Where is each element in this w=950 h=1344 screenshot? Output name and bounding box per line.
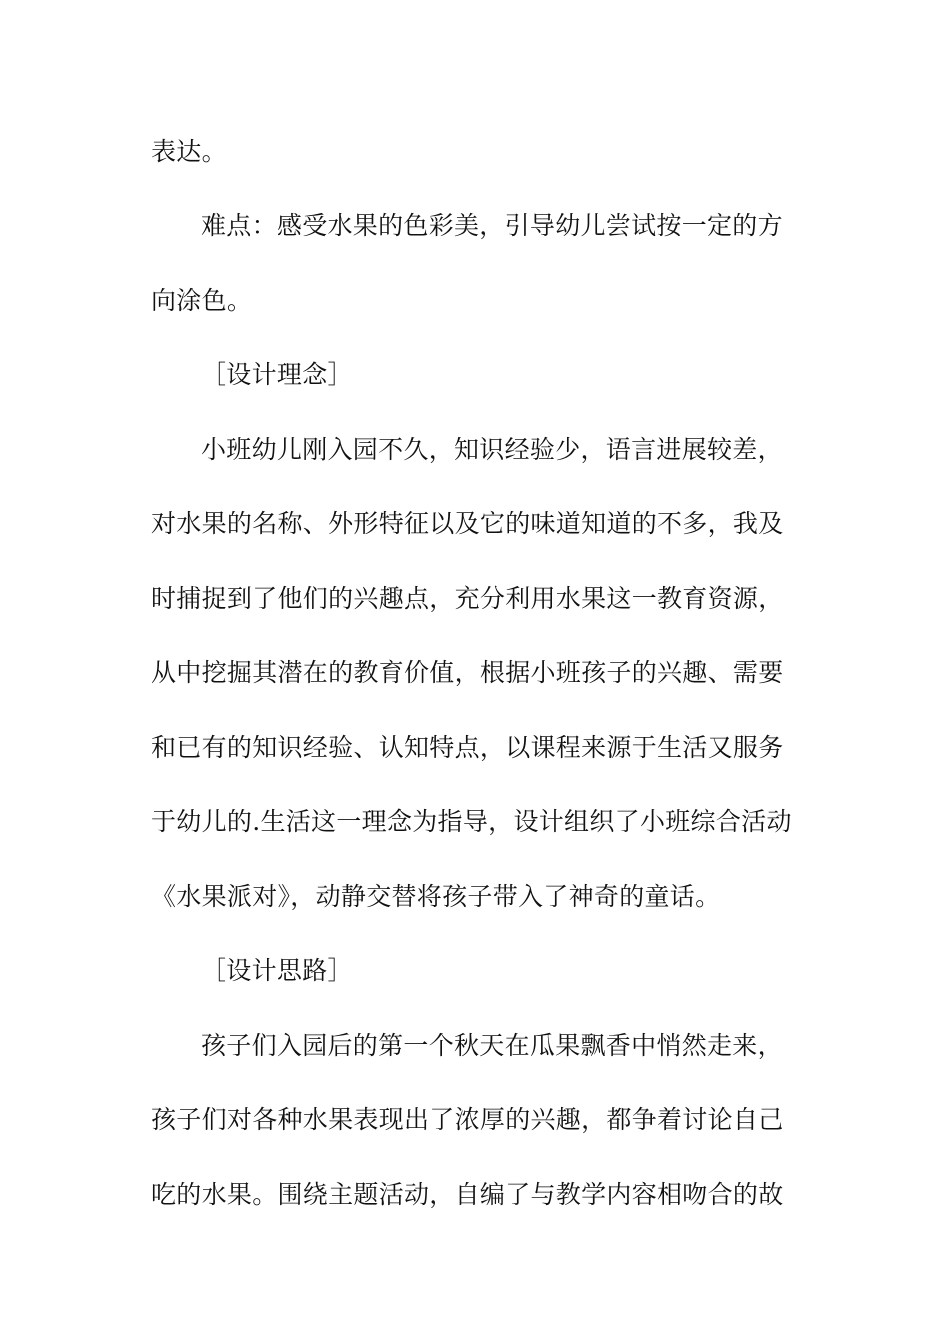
difficulty-line: 难点：感受水果的色彩美，引导幼儿尝试按一定的方 xyxy=(201,211,783,240)
paragraph-line-7: 《水果派对》，动静交替将孩子带入了神奇的童话。 xyxy=(151,882,721,911)
paragraph-line-1: 小班幼儿刚入园不久，知识经验少，语言进展较差， xyxy=(201,435,783,464)
text-line-3: 向涂色。 xyxy=(151,286,253,315)
section-heading-design-approach: ［设计思路］ xyxy=(201,956,353,985)
paragraph-line-3: 时捕捉到了他们的兴趣点，充分利用水果这一教育资源， xyxy=(151,584,784,613)
text-line-1: 表达。 xyxy=(151,137,227,166)
paragraph2-line-3: 吃的水果。围绕主题活动，自编了与教学内容相吻合的故 xyxy=(151,1180,784,1209)
paragraph-line-4: 从中挖掘其潜在的教育价值，根据小班孩子的兴趣、需要 xyxy=(151,658,784,687)
paragraph-line-2: 对水果的名称、外形特征以及它的味道知道的不多，我及 xyxy=(151,509,784,538)
section-heading-design-concept: ［设计理念］ xyxy=(201,360,353,389)
paragraph-line-5: 和已有的知识经验、认知特点，以课程来源于生活又服务 xyxy=(151,733,784,762)
paragraph2-line-2: 孩子们对各种水果表现出了浓厚的兴趣，都争着讨论自己 xyxy=(151,1105,784,1134)
paragraph2-line-1: 孩子们入园后的第一个秋天在瓜果飘香中悄然走来， xyxy=(201,1031,783,1060)
paragraph-line-6: 于幼儿的.生活这一理念为指导，设计组织了小班综合活动 xyxy=(151,807,792,836)
